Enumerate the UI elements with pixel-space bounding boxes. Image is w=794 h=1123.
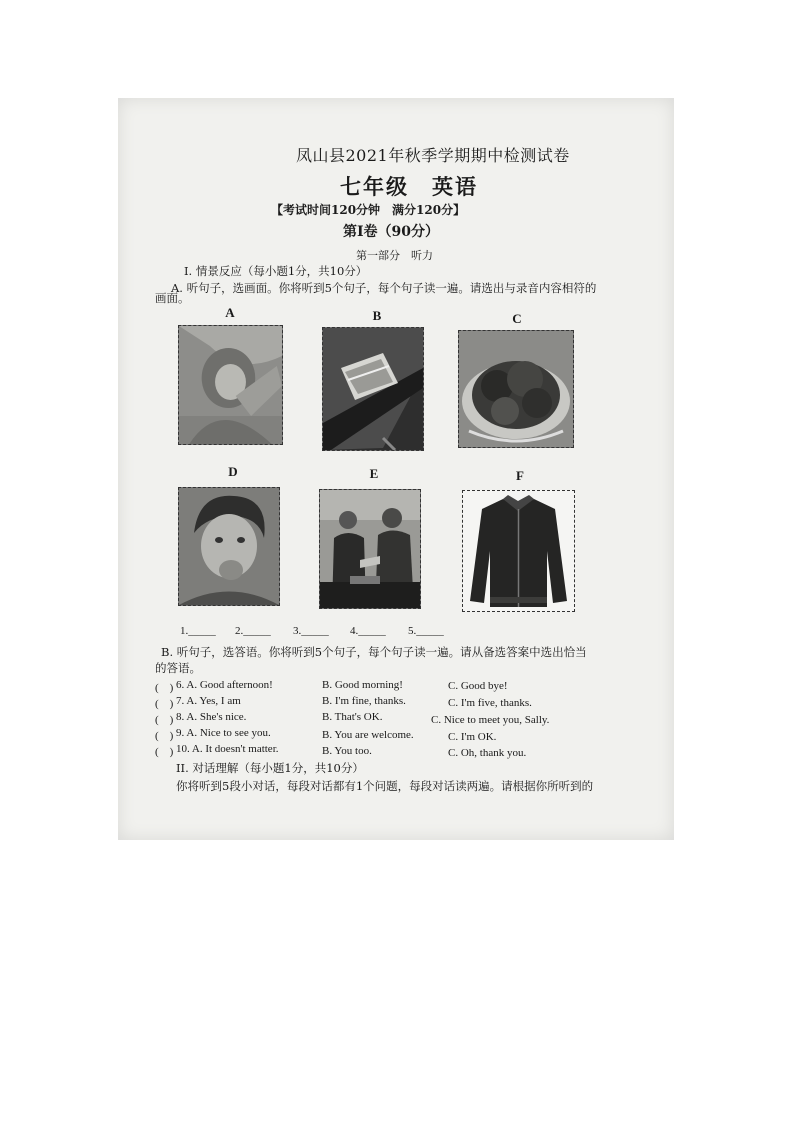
section2-instruction: 你将听到5段小对话，每段对话都有1个问题，每段对话读两遍。请根据你所听到的 [176,779,594,793]
partB-instruction-1: B. 听句子，选答语。你将听到5个句子，每个句子读一遍。请从备选答案中选出恰当 [161,645,587,659]
q9-option-a: 9. A. Nice to see you. [176,727,271,739]
grade-subject: 七年级 英语 [340,174,478,199]
partA-instruction-1: A. 听句子，选画面。你将听到5个句子，每个句子读一遍。请选出与录音内容相符的 [171,281,597,295]
handshake-photo [319,489,421,609]
figure-label-b: B [372,308,382,323]
boy-photo [178,487,280,606]
q10-option-b: B. You too. [322,745,372,757]
q7-option-c: C. I'm five, thanks. [448,697,532,709]
answer-blank-4[interactable]: 4._____ [350,625,386,637]
answer-paren-7[interactable]: ( ) [155,698,174,710]
q8-option-a: 8. A. She's nice. [176,711,247,723]
figure-label-a: A [225,305,235,320]
answer-blank-1[interactable]: 1._____ [180,625,216,637]
food-plate-photo [458,330,574,448]
q6-option-a: 6. A. Good afternoon! [176,679,273,691]
partA-instruction-2: 画面。 [155,291,190,305]
figure-label-e: E [369,466,379,481]
partB-instruction-2: 的答语。 [155,661,201,675]
q10-option-c: C. Oh, thank you. [448,747,527,759]
pencil-box-photo [322,327,424,451]
answer-paren-10[interactable]: ( ) [155,746,174,758]
figure-label-d: D [228,464,238,479]
answer-paren-6[interactable]: ( ) [155,682,174,694]
q8-option-b: B. That's OK. [322,711,383,723]
q9-option-b: B. You are welcome. [322,729,414,741]
figure-label-c: C [512,311,522,326]
answer-blank-3[interactable]: 3._____ [293,625,329,637]
section2-title: II. 对话理解（每小题1分，共10分） [176,761,364,775]
jacket-photo [462,490,575,612]
q7-option-b: B. I'm fine, thanks. [322,695,406,707]
volume-title: 第Ⅰ卷（90分） [343,224,440,240]
answer-blank-2[interactable]: 2._____ [235,625,271,637]
q10-option-a: 10. A. It doesn't matter. [176,743,279,755]
girl-photo [178,325,283,445]
answer-blank-5[interactable]: 5._____ [408,625,444,637]
q6-option-b: B. Good morning! [322,679,403,691]
part-title: 第一部分 听力 [356,249,433,262]
q9-option-c: C. I'm OK. [448,731,497,743]
figure-label-f: F [516,468,524,483]
exam-title: 凤山县2021年秋季学期期中检测试卷 [296,146,570,165]
q7-option-a: 7. A. Yes, I am [176,695,241,707]
section1-title: I. 情景反应（每小题1分，共10分） [184,264,368,278]
answer-paren-8[interactable]: ( ) [155,714,174,726]
q6-option-c: C. Good bye! [448,680,508,692]
q8-option-c: C. Nice to meet you, Sally. [431,714,550,726]
answer-paren-9[interactable]: ( ) [155,730,174,742]
time-score: 【考试时间120分钟 满分120分】 [271,203,466,217]
